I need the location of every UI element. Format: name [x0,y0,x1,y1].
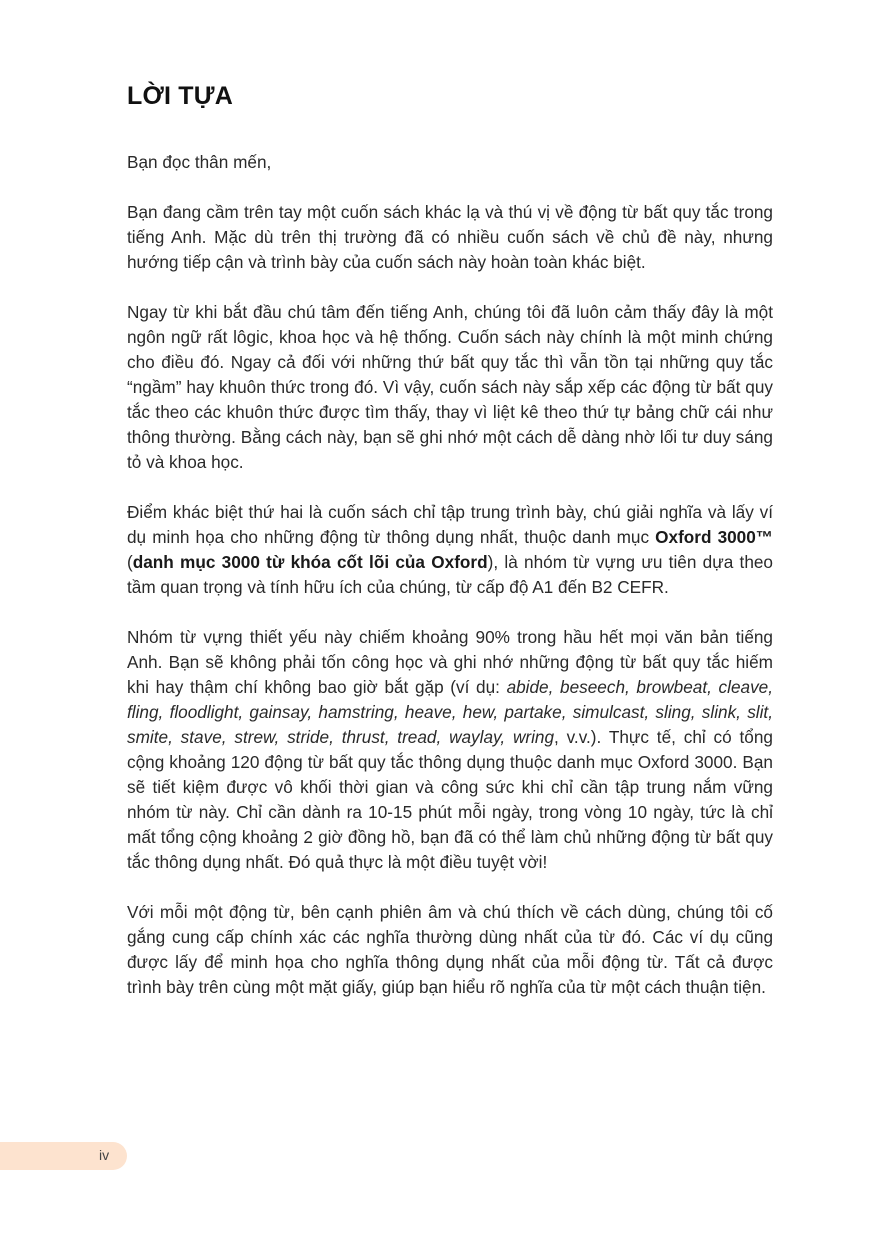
paragraph-usage: Với mỗi một động từ, bên cạnh phiên âm và chú thích về cách dùng, chúng tôi cố gắng cung cấp chính xác các nghĩa thường dùng nhất của từ đó. Các ví dụ cũng được lấy để minh họa cho nghĩa thông dụng nhất của mỗi động từ. Tất cả được trình bày trên cùng một mặt giấy, giúp bạn hiểu rõ nghĩa của từ một cách thuận tiện. [127,902,773,997]
page-number: iv [99,1147,110,1163]
paragraph-coverage [127,625,773,875]
oxford-3000-term: Oxford 3000™ [655,527,773,547]
coverage-text-before: Nhóm từ vựng thiết yếu này chiếm khoảng 90% trong hầu hết mọi văn bản tiếng Anh. Bạn sẽ không phải tốn công học và ghi nhớ những động từ bất quy tắc hiếm khi hay thậm chí không bao giờ bắt gặp (ví dụ: [127,627,773,697]
oxford-text-before: Điểm khác biệt thứ hai là cuốn sách chỉ tập trung trình bày, chú giải nghĩa và lấy ví dụ minh họa cho những động từ thông dụng nhất, thuộc danh mục [127,502,773,547]
coverage-text-after: , v.v.). Thực tế, chỉ có tổng cộng khoảng 120 động từ bất quy tắc thông dụng thuộc danh mục Oxford 3000. Bạn sẽ tiết kiệm được vô khối thời gian và công sức khi chỉ cần tập trung nắm vững nhóm từ này. Chỉ cần dành ra 10-15 phút mỗi ngày, trong vòng 10 ngày, tức là chỉ mất tổng cộng khoảng 2 giờ đồng hồ, bạn đã có thể làm chủ những động từ bất quy tắc thông dụng nhất. Đó quả thực là một điều tuyệt vời! [127,727,773,872]
paragraph-intro: Bạn đang cầm trên tay một cuốn sách khác lạ và thú vị về động từ bất quy tắc trong tiếng Anh. Mặc dù trên thị trường đã có nhiều cuốn sách về chủ đề này, nhưng hướng tiếp cận và trình bày của cuốn sách này hoàn toàn khác biệt. [127,202,773,272]
paragraph-logic: Ngay từ khi bắt đầu chú tâm đến tiếng Anh, chúng tôi đã luôn cảm thấy đây là một ngôn ngữ rất lôgic, khoa học và hệ thống. Cuốn sách này chính là một minh chứng cho điều đó. Ngay cả đối với những thứ bất quy tắc thì vẫn tồn tại những quy tắc “ngầm” hay khuôn thức trong đó. Vì vậy, cuốn sách này sắp xếp các động từ bất quy tắc theo các khuôn thức được tìm thấy, thay vì liệt kê theo thứ tự bảng chữ cái như thông thường. Bằng cách này, bạn sẽ ghi nhớ một cách dễ dàng nhờ lối tư duy sáng tỏ và khoa học. [127,302,773,472]
paragraph-oxford [127,500,773,600]
preface-body [127,150,773,1025]
oxford-text-after: ), là nhóm từ vựng ưu tiên dựa theo tầm quan trọng và tính hữu ích của chúng, từ cấp độ A1 đến B2 CEFR. [127,552,773,597]
rare-verb-examples: abide, beseech, browbeat, cleave, fling, floodlight, gainsay, hamstring, heave, hew, partake, simulcast, sling, slink, slit, smite, stave, strew, stride, thrust, tread, waylay, wring [127,677,774,747]
greeting: Bạn đọc thân mến, [127,152,272,172]
oxford-text-mid: ( [127,552,133,572]
oxford-3000-definition: danh mục 3000 từ khóa cốt lõi của Oxford [132,552,488,572]
page-title: LỜI TỰA [127,82,233,110]
